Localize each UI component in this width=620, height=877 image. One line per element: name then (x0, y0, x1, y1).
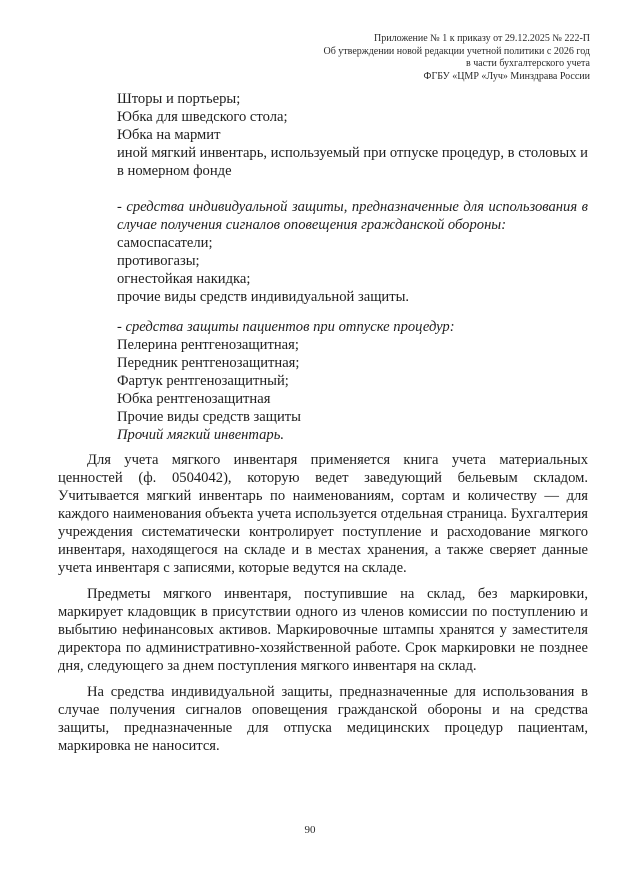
header-line-accounting: в части бухгалтерского учета (465, 58, 590, 69)
list-item: Пелерина рентгенозащитная; (117, 337, 299, 353)
list-item: прочие виды средств индивидуальной защиты. (117, 289, 410, 305)
soft-inventory-list (117, 90, 588, 180)
list-item: огнестойкая накидка; (117, 271, 251, 287)
list-item: Прочие виды средств защиты (117, 409, 301, 425)
section-heading: - средства защиты пациентов при отпуске процедур: (117, 319, 455, 335)
patient-protection-section (117, 318, 588, 444)
list-item: Фартук рентгенозащитный; (117, 373, 289, 389)
header-line-organization: ФГБУ «ЦМР «Луч» Минздрава России (423, 70, 590, 82)
list-item: противогазы; (117, 253, 200, 269)
list-item: самоспасатели; (117, 235, 213, 251)
paragraph-marking-procedure: Предметы мягкого инвентаря, поступившие на склад, без маркировки, маркирует кладовщик в присутствии одного из членов комиссии по поступлению и выбытию нефинансовых активов. Маркировочные штампы хранятся у заместителя директора по административно-хозяйственной работе. Срок маркировки не позднее дня, следующего за днем поступления мягкого инвентаря на склад. (58, 586, 588, 674)
list-item: Шторы и портьеры; (117, 91, 241, 107)
page-number: 90 (304, 824, 316, 836)
paragraph-inventory-accounting: Для учета мягкого инвентаря применяется книга учета материальных ценностей (ф. 0504042), которую ведет заведующий бельевым складом. Учитывается мягкий инвентарь по наименованиям, сортам и количеству — для каждого наименования объекта учета используется отдельная страница. Бухгалтерия учреждения систематически контролирует поступление и расходование мягкого инвентаря, находящегося на складе и в местах хранения, а также сверяет данные учета инвентаря с записями, которые ведутся на складе. (58, 452, 588, 576)
list-item-other-inventory: Прочий мягкий инвентарь. (117, 427, 285, 443)
list-item: Юбка рентгенозащитная (117, 391, 271, 407)
list-item: иной мягкий инвентарь, используемый при отпуске процедур, в столовых и в номерном фонде (117, 145, 588, 179)
section-heading: - средства индивидуальной защиты, предназначенные для использования в случае получения сигналов оповещения гражданской обороны: (117, 199, 588, 233)
list-item: Юбка для шведского стола; (117, 109, 288, 125)
document-body (58, 90, 588, 755)
list-item: Юбка на мармит (117, 127, 221, 143)
list-item: Передник рентгенозащитная; (117, 355, 300, 371)
civil-defense-section (117, 198, 588, 306)
header-line-approval: Об утверждении новой редакции учетной политики с 2026 год (323, 45, 590, 57)
header-line-appendix: Приложение № 1 к приказу от 29.12.2025 № 222-П (374, 33, 590, 44)
document-header (120, 33, 590, 83)
paragraph-no-marking: На средства индивидуальной защиты, предназначенные для использования в случае получения сигналов оповещения гражданской обороны и на средства защиты, предназначенные для отпуска медицинских процедур пациентам, маркировка не наносится. (58, 684, 588, 754)
